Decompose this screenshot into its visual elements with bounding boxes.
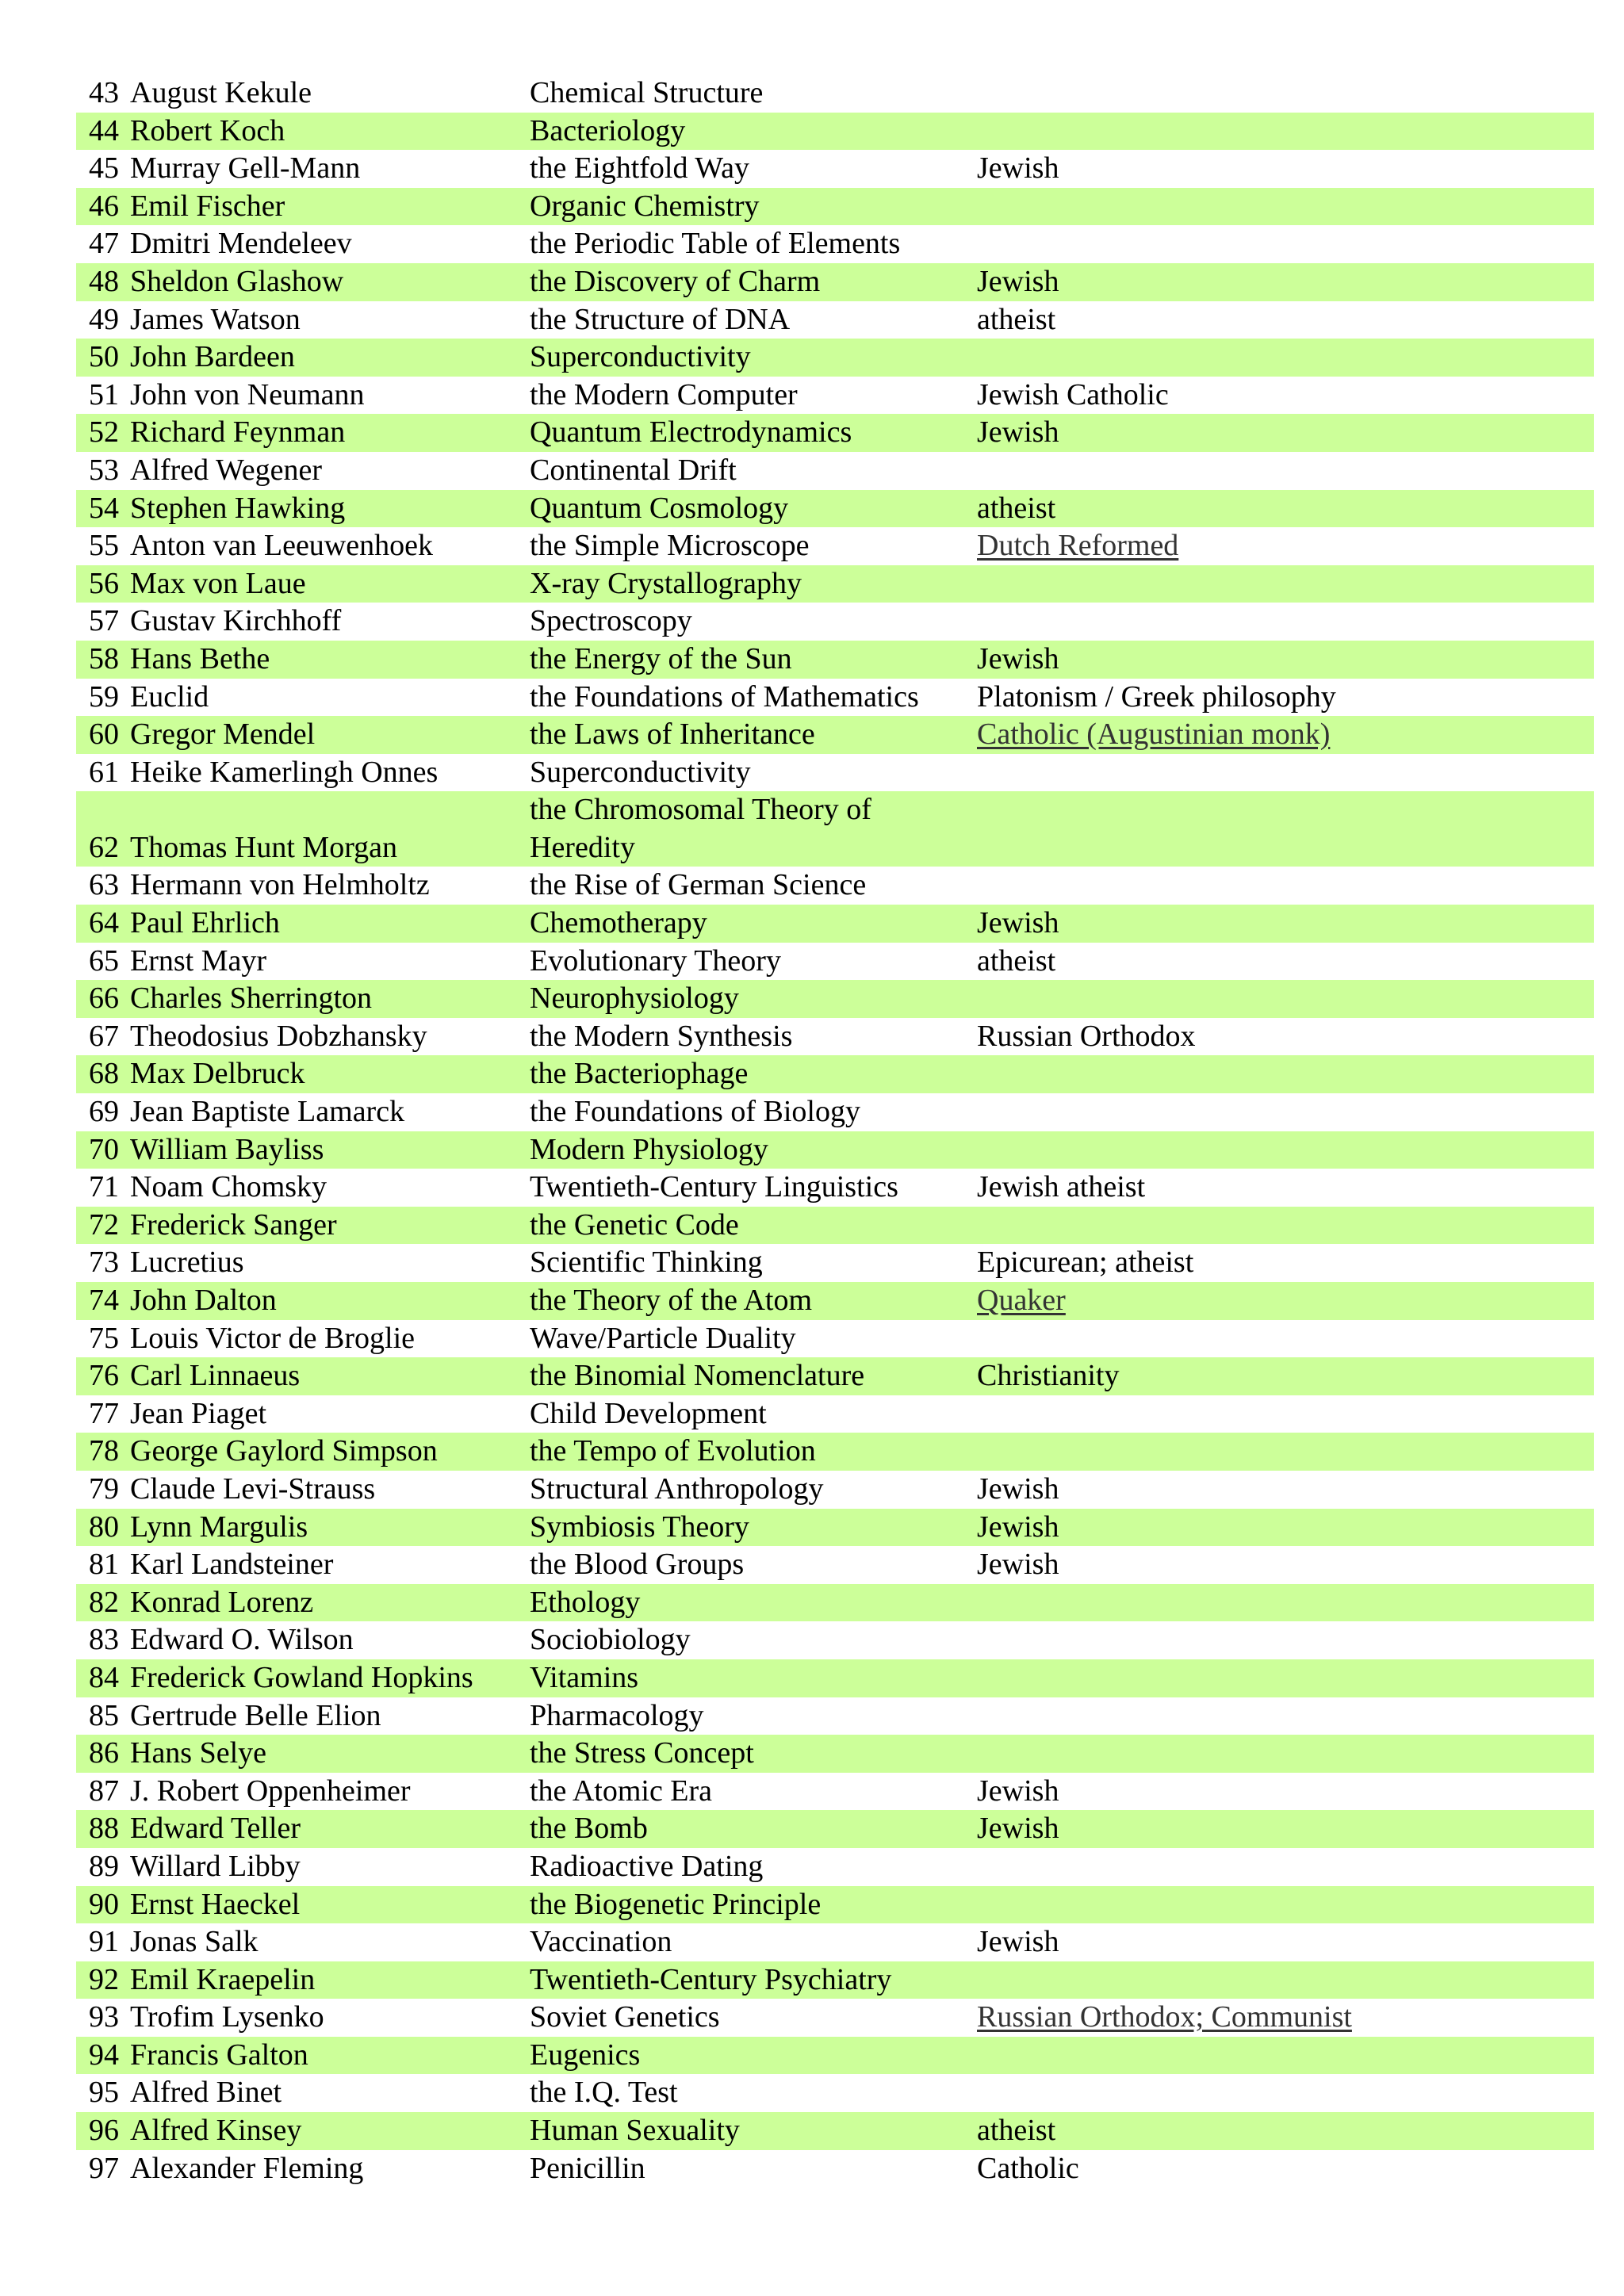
row-number: 67	[89, 1019, 119, 1053]
contribution-field: Structural Anthropology	[530, 1471, 824, 1506]
table-row	[76, 150, 1594, 188]
table-row	[76, 791, 1594, 867]
scientists-table	[76, 75, 1594, 2187]
scientist-name: Ernst Mayr	[130, 943, 267, 978]
contribution-field: Vaccination	[530, 1925, 672, 1959]
religion-link[interactable]: Russian Orthodox; Communist	[977, 2000, 1352, 2034]
scientist-name: Alfred Binet	[130, 2076, 282, 2110]
religion-cell	[972, 1055, 1594, 1093]
row-number: 88	[76, 1810, 127, 1848]
religion-cell: Jewish	[972, 414, 1594, 452]
row-number: 73	[89, 1246, 119, 1280]
contribution-field: Twentieth-Century Linguistics	[530, 1170, 898, 1204]
table-row	[76, 2074, 1594, 2112]
religion-cell	[972, 1961, 1594, 1999]
row-number: 59	[89, 679, 119, 714]
contribution-field: Modern Physiology	[525, 1131, 972, 1169]
table-row	[76, 1773, 1594, 1811]
scientist-name: Stephen Hawking	[127, 490, 525, 528]
table-row	[76, 1282, 1594, 1320]
scientist-name: Francis Galton	[127, 2037, 525, 2075]
religion-cell	[972, 716, 1594, 754]
scientist-name: John Bardeen	[127, 339, 525, 377]
scientist-name: Alfred Kinsey	[127, 2112, 525, 2150]
contribution-field: the Modern Computer	[530, 377, 798, 411]
religion-cell	[972, 565, 1594, 603]
scientist-name: Noam Chomsky	[130, 1170, 327, 1204]
row-number: 46	[76, 188, 127, 226]
scientist-name: Anton van Leeuwenhoek	[130, 529, 433, 563]
religion-cell: Jewish	[972, 1509, 1594, 1547]
row-number: 86	[76, 1735, 127, 1773]
scientist-name: Emil Kraepelin	[127, 1961, 525, 1999]
table-row	[76, 414, 1594, 452]
contribution-field: the Atomic Era	[530, 1774, 713, 1808]
row-number: 96	[76, 2112, 127, 2150]
contribution-field: the Genetic Code	[525, 1207, 972, 1245]
scientist-name: Charles Sherrington	[127, 980, 525, 1018]
contribution-field: the Modern Synthesis	[530, 1019, 793, 1053]
row-number: 85	[89, 1698, 119, 1732]
row-number: 72	[76, 1207, 127, 1245]
table-row	[76, 1810, 1594, 1848]
table-row	[76, 641, 1594, 679]
table-row	[76, 2037, 1594, 2075]
religion-cell	[972, 1207, 1594, 1245]
table-row	[76, 1207, 1594, 1245]
table-row	[76, 1244, 1594, 1282]
scientist-name: John von Neumann	[130, 377, 365, 411]
row-number: 69	[89, 1095, 119, 1129]
contribution-field: Quantum Cosmology	[525, 490, 972, 528]
table-row	[76, 1433, 1594, 1471]
table-row	[76, 1659, 1594, 1697]
scientist-name: Karl Landsteiner	[130, 1548, 334, 1582]
table-row	[76, 1018, 1594, 1056]
row-number: 70	[76, 1131, 127, 1169]
table-row	[76, 1471, 1594, 1509]
table-row	[76, 113, 1594, 151]
table-row	[76, 603, 1594, 641]
religion-cell	[972, 791, 1594, 867]
scientist-name: Louis Victor de Broglie	[130, 1321, 416, 1355]
religion-cell	[972, 188, 1594, 226]
document-page	[76, 75, 1594, 2187]
contribution-field: the Biogenetic Principle	[525, 1886, 972, 1924]
contribution-field: the Blood Groups	[530, 1548, 745, 1582]
contribution-field: Chemotherapy	[525, 905, 972, 943]
contribution-field: the Stress Concept	[525, 1735, 972, 1773]
row-number: 90	[76, 1886, 127, 1924]
row-number: 81	[89, 1548, 119, 1582]
row-number: 58	[76, 641, 127, 679]
row-number: 53	[89, 453, 119, 487]
scientist-name: Paul Ehrlich	[127, 905, 525, 943]
scientist-name: Sheldon Glashow	[127, 263, 525, 301]
religion-link[interactable]: Dutch Reformed	[977, 529, 1179, 563]
religion-cell: Jewish	[977, 1548, 1059, 1582]
table-row	[76, 377, 1594, 415]
religion-cell	[972, 603, 1594, 641]
religion-cell: atheist	[972, 490, 1594, 528]
religion-cell: Jewish	[972, 1810, 1594, 1848]
row-number: 66	[76, 980, 127, 1018]
row-number: 93	[89, 2000, 119, 2034]
religion-cell: Epicurean; atheist	[977, 1246, 1194, 1280]
contribution-field: the Structure of DNA	[530, 302, 791, 336]
scientist-name: Frederick Sanger	[127, 1207, 525, 1245]
religion-cell: Jewish	[977, 1774, 1059, 1808]
row-number: 74	[76, 1282, 127, 1320]
scientist-name: Hermann von Helmholtz	[130, 868, 430, 902]
religion-cell: Russian Orthodox	[977, 1019, 1196, 1053]
table-row	[76, 679, 1594, 717]
contribution-field: X-ray Crystallography	[525, 565, 972, 603]
religion-cell	[972, 1886, 1594, 1924]
scientist-name: Frederick Gowland Hopkins	[127, 1659, 525, 1697]
table-row	[76, 1735, 1594, 1773]
religion-cell	[972, 1282, 1594, 1320]
religion-cell	[972, 1395, 1594, 1433]
row-number: 61	[89, 755, 119, 789]
scientist-name: Richard Feynman	[127, 414, 525, 452]
scientist-name: Trofim Lysenko	[130, 2000, 324, 2034]
scientist-name: Carl Linnaeus	[127, 1357, 525, 1395]
row-number: 97	[89, 2151, 119, 2185]
religion-link[interactable]: Quaker	[977, 1284, 1066, 1317]
religion-cell	[972, 1584, 1594, 1622]
scientist-name: Emil Fischer	[127, 188, 525, 226]
row-number: 84	[76, 1659, 127, 1697]
scientist-name: Jean Baptiste Lamarck	[130, 1095, 405, 1129]
row-number: 89	[89, 1849, 119, 1883]
table-body	[76, 75, 1594, 2187]
scientist-name: Thomas Hunt Morgan	[127, 791, 525, 867]
scientist-name: Edward O. Wilson	[130, 1623, 354, 1657]
religion-cell	[972, 1697, 1594, 1735]
scientist-name: Alexander Fleming	[130, 2151, 364, 2185]
religion-cell	[972, 1735, 1594, 1773]
table-row	[76, 1697, 1594, 1735]
scientist-name: William Bayliss	[127, 1131, 525, 1169]
table-row	[76, 2150, 1594, 2188]
scientist-name: J. Robert Oppenheimer	[130, 1774, 411, 1808]
row-number: 83	[89, 1623, 119, 1657]
contribution-field: Neurophysiology	[525, 980, 972, 1018]
contribution-field: the Energy of the Sun	[525, 641, 972, 679]
table-row	[76, 75, 1594, 113]
contribution-field: the Foundations of Mathematics	[530, 679, 919, 714]
religion-cell: atheist	[977, 302, 1056, 336]
scientist-name: Konrad Lorenz	[127, 1584, 525, 1622]
row-number: 75	[89, 1321, 119, 1355]
contribution-field: the Theory of the Atom	[525, 1282, 972, 1320]
table-row	[76, 1320, 1594, 1358]
row-number: 64	[76, 905, 127, 943]
contribution-field: Penicillin	[530, 2151, 645, 2185]
scientist-name: Alfred Wegener	[130, 453, 323, 487]
contribution-field: Pharmacology	[530, 1698, 704, 1732]
religion-cell	[972, 867, 1594, 905]
row-number: 78	[76, 1433, 127, 1471]
religion-cell: Jewish	[972, 641, 1594, 679]
religion-cell: atheist	[972, 2112, 1594, 2150]
religion-cell	[972, 1433, 1594, 1471]
table-row	[76, 754, 1594, 792]
religion-cell: Jewish	[977, 1471, 1059, 1506]
contribution-field: the I.Q. Test	[530, 2076, 678, 2110]
contribution-field: Superconductivity	[530, 755, 751, 789]
scientist-name: Ernst Haeckel	[127, 1886, 525, 1924]
row-number: 65	[89, 943, 119, 978]
scientist-name: Robert Koch	[127, 113, 525, 151]
religion-cell	[972, 1999, 1594, 2037]
row-number: 77	[89, 1396, 119, 1430]
row-number: 62	[76, 791, 127, 867]
row-number: 76	[76, 1357, 127, 1395]
scientist-name: Jean Piaget	[130, 1396, 267, 1430]
scientist-name: Hans Bethe	[127, 641, 525, 679]
scientist-name: Max von Laue	[127, 565, 525, 603]
row-number: 80	[76, 1509, 127, 1547]
contribution-field: Radioactive Dating	[530, 1849, 764, 1883]
contribution-field: Wave/Particle Duality	[530, 1321, 796, 1355]
contribution-field: Quantum Electrodynamics	[525, 414, 972, 452]
row-number: 57	[89, 604, 119, 638]
religion-cell: Jewish	[972, 263, 1594, 301]
table-row	[76, 301, 1594, 339]
contribution-field: Organic Chemistry	[525, 188, 972, 226]
contribution-field: Child Development	[530, 1396, 767, 1430]
row-number: 60	[76, 716, 127, 754]
contribution-field: Soviet Genetics	[530, 2000, 720, 2034]
contribution-field: Continental Drift	[530, 453, 737, 487]
table-row	[76, 452, 1594, 490]
contribution-field: the Eightfold Way	[530, 151, 749, 186]
religion-cell	[972, 2037, 1594, 2075]
contribution-field: the Binomial Nomenclature	[525, 1357, 972, 1395]
scientist-name: Gustav Kirchhoff	[130, 604, 342, 638]
row-number: 71	[89, 1170, 119, 1204]
religion-cell: atheist	[977, 943, 1056, 978]
row-number: 68	[76, 1055, 127, 1093]
scientist-name: Gertrude Belle Elion	[130, 1698, 381, 1732]
row-number: 95	[89, 2076, 119, 2110]
religion-cell	[972, 225, 1594, 263]
contribution-field: the Rise of German Science	[530, 868, 867, 902]
table-row	[76, 339, 1594, 377]
row-number: 51	[89, 377, 119, 411]
religion-cell	[972, 1320, 1594, 1358]
row-number: 91	[89, 1925, 119, 1959]
scientist-name: Jonas Salk	[130, 1925, 259, 1959]
religion-cell: Platonism / Greek philosophy	[977, 679, 1336, 714]
religion-cell: Jewish	[972, 905, 1594, 943]
contribution-field: the Periodic Table of Elements	[530, 227, 901, 261]
table-row	[76, 1357, 1594, 1395]
religion-cell	[972, 754, 1594, 792]
table-row	[76, 1093, 1594, 1131]
row-number: 50	[76, 339, 127, 377]
religion-cell	[972, 339, 1594, 377]
contribution-field: the Simple Microscope	[530, 529, 810, 563]
scientist-name: Euclid	[130, 679, 209, 714]
scientist-name: John Dalton	[127, 1282, 525, 1320]
row-number: 94	[76, 2037, 127, 2075]
contribution-field: the Chromosomal Theory of Heredity	[525, 791, 972, 867]
contribution-field: the Tempo of Evolution	[525, 1433, 972, 1471]
contribution-field: Scientific Thinking	[530, 1246, 763, 1280]
scientist-name: James Watson	[130, 302, 301, 336]
table-row	[76, 2112, 1594, 2150]
table-row	[76, 1055, 1594, 1093]
scientist-name: Lynn Margulis	[127, 1509, 525, 1547]
religion-cell: Jewish	[977, 1925, 1059, 1959]
table-row	[76, 1999, 1594, 2037]
religion-cell: Jewish atheist	[977, 1170, 1146, 1204]
table-row	[76, 867, 1594, 905]
table-row	[76, 716, 1594, 754]
scientist-name: Willard Libby	[130, 1849, 301, 1883]
row-number: 47	[89, 227, 119, 261]
scientist-name: Lucretius	[130, 1246, 244, 1280]
table-row	[76, 943, 1594, 981]
scientist-name: Dmitri Mendeleev	[130, 227, 352, 261]
contribution-field: Ethology	[525, 1584, 972, 1622]
row-number: 48	[76, 263, 127, 301]
row-number: 55	[89, 529, 119, 563]
table-row	[76, 1509, 1594, 1547]
row-number: 92	[76, 1961, 127, 1999]
contribution-field: the Discovery of Charm	[525, 263, 972, 301]
row-number: 56	[76, 565, 127, 603]
contribution-field: Sociobiology	[530, 1623, 691, 1657]
scientist-name: Gregor Mendel	[127, 716, 525, 754]
row-number: 87	[89, 1774, 119, 1808]
scientist-name: Heike Kamerlingh Onnes	[130, 755, 439, 789]
scientist-name: Hans Selye	[127, 1735, 525, 1773]
religion-cell	[972, 1621, 1594, 1659]
table-row	[76, 1546, 1594, 1584]
contribution-field: the Bacteriophage	[525, 1055, 972, 1093]
row-number: 63	[89, 868, 119, 902]
contribution-field: Eugenics	[525, 2037, 972, 2075]
scientist-name: George Gaylord Simpson	[127, 1433, 525, 1471]
row-number: 82	[76, 1584, 127, 1622]
contribution-field: Bacteriology	[525, 113, 972, 151]
table-row	[76, 1923, 1594, 1961]
contribution-field: Superconductivity	[525, 339, 972, 377]
religion-cell	[972, 452, 1594, 490]
contribution-field: the Bomb	[525, 1810, 972, 1848]
religion-link[interactable]: Catholic (Augustinian monk)	[977, 718, 1331, 752]
contribution-field: Vitamins	[525, 1659, 972, 1697]
contribution-field: Symbiosis Theory	[525, 1509, 972, 1547]
scientist-name: Max Delbruck	[127, 1055, 525, 1093]
scientist-name: Claude Levi-Strauss	[130, 1471, 376, 1506]
row-number: 45	[89, 151, 119, 186]
religion-cell	[972, 1659, 1594, 1697]
scientist-name: Theodosius Dobzhansky	[130, 1019, 427, 1053]
table-row	[76, 263, 1594, 301]
scientist-name: August Kekule	[130, 76, 312, 109]
contribution-field: the Foundations of Biology	[530, 1095, 860, 1129]
table-row	[76, 490, 1594, 528]
row-number: 49	[89, 302, 119, 336]
contribution-field: Twentieth-Century Psychiatry	[525, 1961, 972, 1999]
religion-cell	[972, 1848, 1594, 1886]
table-row	[76, 1131, 1594, 1169]
scientist-name: Murray Gell-Mann	[130, 151, 361, 186]
row-number: 79	[89, 1471, 119, 1506]
religion-cell	[972, 527, 1594, 565]
contribution-field: the Laws of Inheritance	[525, 716, 972, 754]
religion-cell: Jewish	[977, 151, 1059, 186]
scientist-name: Edward Teller	[127, 1810, 525, 1848]
table-row	[76, 1584, 1594, 1622]
religion-cell: Christianity	[972, 1357, 1594, 1395]
contribution-field: Human Sexuality	[525, 2112, 972, 2150]
contribution-field: Spectroscopy	[530, 604, 692, 638]
religion-cell	[972, 1093, 1594, 1131]
religion-cell	[972, 1131, 1594, 1169]
table-row	[76, 905, 1594, 943]
table-row	[76, 1848, 1594, 1886]
row-number: 54	[76, 490, 127, 528]
religion-cell	[972, 113, 1594, 151]
contribution-field: Evolutionary Theory	[530, 943, 781, 978]
table-row	[76, 565, 1594, 603]
religion-cell	[972, 980, 1594, 1018]
table-row	[76, 980, 1594, 1018]
table-row	[76, 1886, 1594, 1924]
table-row	[76, 1621, 1594, 1659]
row-number: 43	[89, 76, 119, 109]
religion-cell: Jewish Catholic	[977, 377, 1169, 411]
religion-cell	[972, 75, 1594, 113]
row-number: 52	[76, 414, 127, 452]
contribution-field: Chemical Structure	[530, 76, 764, 109]
table-row	[76, 1961, 1594, 1999]
table-row	[76, 527, 1594, 565]
table-row	[76, 1169, 1594, 1207]
religion-cell: Catholic	[977, 2151, 1079, 2185]
religion-cell	[972, 2074, 1594, 2112]
table-row	[76, 188, 1594, 226]
row-number: 44	[76, 113, 127, 151]
table-row	[76, 225, 1594, 263]
table-row	[76, 1395, 1594, 1433]
